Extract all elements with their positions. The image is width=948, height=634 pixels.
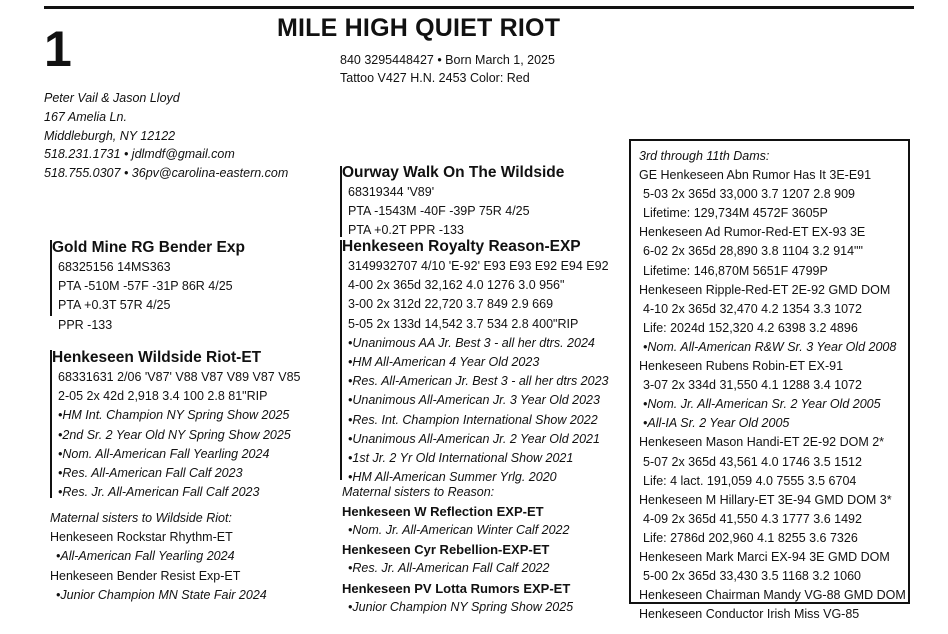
dam-line-record: Lifetime: 146,870M 5651F 4799P [643, 263, 828, 278]
dams-box-label: 3rd through 11th Dams: [639, 149, 770, 163]
dam-line-honor: •Nom. Jr. All-American Sr. 2 Year Old 2005 [643, 397, 881, 412]
dam-line-name: Henkeseen Mason Handi-ET 2E-92 DOM 2* [639, 435, 885, 450]
dam-honor: •HM All-American Summer Yrlg. 2020 [348, 470, 557, 485]
dam-line-1: 3149932707 4/10 'E-92' E93 E93 E92 E94 E92 [348, 259, 609, 273]
sire-sire-line-2: PTA -510M -57F -31P 86R 4/25 [58, 279, 233, 294]
dam-line-name: Henkeseen Mark Marci EX-94 3E GMD DOM [639, 549, 890, 564]
sire-honor: •HM Int. Champion NY Spring Show 2025 [58, 408, 290, 423]
owner-street: 167 Amelia Ln. [44, 109, 127, 124]
owner-names: Peter Vail & Jason Lloyd [44, 91, 180, 105]
animal-info [340, 51, 555, 87]
dam-line-record: Life: 2786d 202,960 4.1 8255 3.6 7326 [643, 530, 858, 545]
dam-line-honor: •All-IA Sr. 2 Year Old 2005 [643, 416, 790, 431]
dam-line-record: 4-10 2x 365d 32,470 4.2 1354 3.3 1072 [643, 301, 862, 316]
dam-line-name: Henkeseen Ad Rumor-Red-ET EX-93 3E [639, 225, 866, 240]
dam-block [342, 236, 609, 487]
sire-honor: •2nd Sr. 2 Year Old NY Spring Show 2025 [58, 427, 291, 442]
dam-line-4: 5-05 2x 133d 14,542 3.7 534 2.8 400"RIP [348, 316, 579, 331]
dams-box-content [639, 147, 906, 624]
dam-sire-line-3: PTA +0.2T PPR -133 [348, 223, 464, 238]
dam-line-3: 3-00 2x 312d 22,720 3.7 849 2.9 669 [348, 297, 554, 312]
sire-sister-honor: •All-American Fall Yearling 2024 [56, 549, 235, 564]
sire-sire-line-3: PTA +0.3T 57R 4/25 [58, 298, 171, 313]
dam-sister-name: Henkeseen Cyr Rebellion-EXP-ET [342, 542, 550, 558]
dam-line-name: Henkeseen Ripple-Red-ET 2E-92 GMD DOM [639, 282, 891, 297]
dam-sire-line-2: PTA -1543M -40F -39P 75R 4/25 [348, 204, 530, 219]
animal-tattoo-line: Tattoo V427 H.N. 2453 Color: Red [340, 71, 530, 85]
dam-sire-line-1: 68319344 'V89' [348, 185, 435, 199]
lot-number: 1 [44, 21, 71, 77]
dam-line-name: Henkeseen Chairman Mandy VG-88 GMD DOM [639, 588, 906, 603]
sire-sisters-block [50, 509, 267, 605]
sire-block [52, 347, 300, 502]
sire-sire-line-4: PPR -133 [58, 317, 113, 332]
owner-city: Middleburgh, NY 12122 [44, 128, 176, 143]
dam-sire-block [342, 162, 564, 241]
dam-sister-honor: •Res. Jr. All-American Fall Calf 2022 [348, 561, 550, 576]
dam-line-record: Life: 2024d 152,320 4.2 6398 3.2 4896 [643, 320, 858, 335]
dam-sire-name: Ourway Walk On The Wildside [342, 164, 565, 181]
animal-name: MILE HIGH QUIET RIOT [277, 14, 561, 42]
sire-honor: •Nom. All-American Fall Yearling 2024 [58, 446, 270, 461]
dam-line-name: Henkeseen Conductor Irish Miss VG-85 [639, 607, 860, 622]
dam-sister-name: Henkeseen PV Lotta Rumors EXP-ET [342, 580, 571, 596]
dam-sisters-label: Maternal sisters to Reason: [342, 485, 495, 499]
sire-honor: •Res. All-American Fall Calf 2023 [58, 466, 243, 481]
dam-line-honor: •Nom. All-American R&W Sr. 3 Year Old 2008 [643, 339, 897, 354]
dam-line-record: Lifetime: 129,734M 4572F 3605P [643, 206, 828, 221]
dam-line-name: Henkeseen M Hillary-ET 3E-94 GMD DOM 3* [639, 492, 892, 507]
owner-block [44, 89, 288, 183]
sire-sisters-label: Maternal sisters to Wildside Riot: [50, 511, 232, 525]
owner-contact-1: 518.231.1731 • jdlmdf@gmail.com [44, 147, 235, 162]
sire-line-2: 2-05 2x 42d 2,918 3.4 100 2.8 81"RIP [58, 389, 268, 404]
sire-line-1: 68331631 2/06 'V87' V88 V87 V89 V87 V85 [58, 370, 301, 384]
dams-box [629, 139, 910, 622]
dam-line-record: Life: 4 lact. 191,059 4.0 7555 3.5 6704 [643, 473, 857, 488]
dam-line-name: GE Henkeseen Abn Rumor Has It 3E-E91 [639, 168, 872, 183]
dam-line-record: 5-07 2x 365d 43,561 4.0 1746 3.5 1512 [643, 454, 862, 469]
dam-honor: •Unanimous All-American Jr. 3 Year Old 2023 [348, 393, 600, 408]
dam-line-record: 5-00 2x 365d 33,430 3.5 1168 3.2 1060 [643, 569, 862, 584]
dam-honor: •Unanimous AA Jr. Best 3 - all her dtrs. 2024 [348, 335, 595, 350]
dam-sister-name: Henkeseen W Reflection EXP-ET [342, 504, 544, 520]
animal-id-line: 840 3295448427 • Born March 1, 2025 [340, 53, 555, 67]
sire-name: Henkeseen Wildside Riot-ET [52, 349, 262, 366]
dam-line-name: Henkeseen Rubens Robin-ET EX-91 [639, 359, 844, 374]
dam-honor: •Res. Int. Champion International Show 2022 [348, 412, 598, 427]
dam-sisters-block [342, 483, 573, 617]
dam-honor: •Unanimous All-American Jr. 2 Year Old 2021 [348, 431, 600, 446]
dam-sister-honor: •Nom. Jr. All-American Winter Calf 2022 [348, 523, 570, 538]
dam-line-record: 5-03 2x 365d 33,000 3.7 1207 2.8 909 [643, 187, 855, 202]
dam-name: Henkeseen Royalty Reason-EXP [342, 238, 581, 255]
owner-contact-2: 518.755.0307 • 36pv@carolina-eastern.com [44, 166, 289, 181]
dam-honor: •HM All-American 4 Year Old 2023 [348, 355, 540, 370]
dam-line-record: 4-09 2x 365d 41,550 4.3 1777 3.6 1492 [643, 511, 862, 526]
dam-line-record: 3-07 2x 334d 31,550 4.1 1288 3.4 1072 [643, 378, 862, 393]
dam-line-record: 6-02 2x 365d 28,890 3.8 1104 3.2 914"" [643, 244, 863, 259]
sire-sire-block [52, 237, 245, 335]
top-rule [44, 6, 914, 9]
dam-honor: •1st Jr. 2 Yr Old International Show 2021 [348, 451, 574, 466]
dam-line-2: 4-00 2x 365d 32,162 4.0 1276 3.0 956" [348, 278, 565, 293]
sire-sire-name: Gold Mine RG Bender Exp [52, 239, 245, 256]
sire-sire-line-1: 68325156 14MS363 [58, 260, 171, 274]
dam-sister-honor: •Junior Champion NY Spring Show 2025 [348, 599, 574, 614]
sire-sister-honor: •Junior Champion MN State Fair 2024 [56, 587, 267, 602]
sire-sister-name: Henkeseen Bender Resist Exp-ET [50, 568, 241, 583]
sire-sister-name: Henkeseen Rockstar Rhythm-ET [50, 530, 233, 545]
dam-honor: •Res. All-American Jr. Best 3 - all her dtrs 2023 [348, 374, 609, 389]
sire-honor: •Res. Jr. All-American Fall Calf 2023 [58, 485, 260, 500]
